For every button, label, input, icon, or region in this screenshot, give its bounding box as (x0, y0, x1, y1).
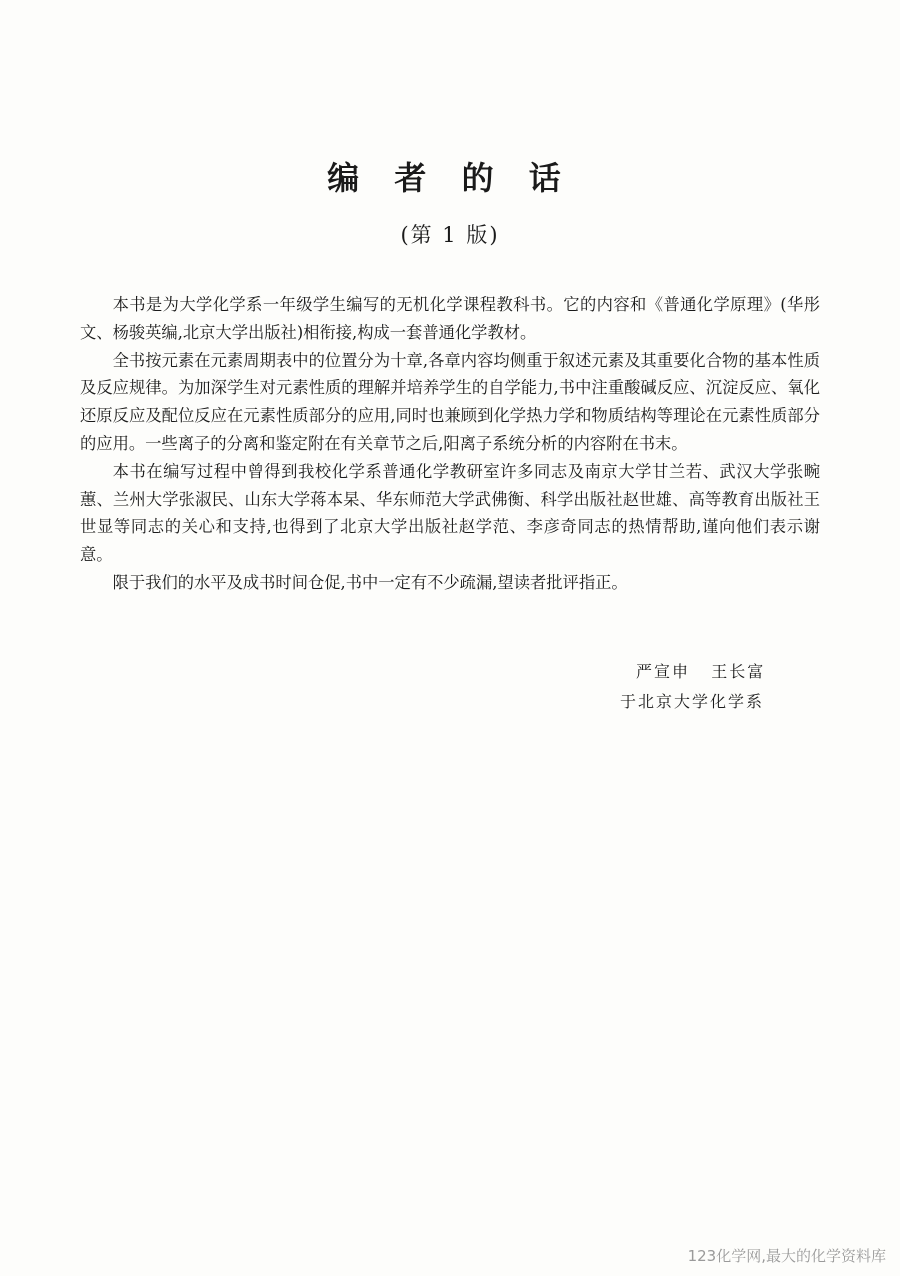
watermark-text: 123化学网,最大的化学资料库 (687, 1247, 886, 1265)
paragraph: 限于我们的水平及成书时间仓促,书中一定有不少疏漏,望读者批评指正。 (112, 572, 628, 592)
preface-body (80, 291, 820, 597)
signature-authors: 严宣申 王长富 (636, 662, 766, 681)
page-title: 编 者 的 话 (327, 159, 573, 197)
paragraph: 本书在编写过程中曾得到我校化学系普通化学教研室许多同志及南京大学甘兰若、武汉大学张畹蕙、兰州大学张淑民、山东大学蒋本杲、华东师范大学武佛衡、科学出版社赵世雄、高等教育出版社王世显等同志的关心和支持,也得到了北京大学出版社赵学范、李彦奇同志的热情帮助,谨向他们表示谢意。 (80, 461, 820, 565)
signature-affiliation: 于北京大学化学系 (620, 692, 765, 711)
paragraph: 全书按元素在元素周期表中的位置分为十章,各章内容均侧重于叙述元素及其重要化合物的基本性质及反应规律。为加深学生对元素性质的理解并培养学生的自学能力,书中注重酸碱反应、沉淀反应、氧化还原反应及配位反应在元素性质部分的应用,同时也兼顾到化学热力学和物质结构等理论在元素性质部分的应用。一些离子的分离和鉴定附在有关章节之后,阳离子系统分析的内容附在书末。 (80, 350, 820, 453)
edition-label: (第 1 版) (400, 223, 500, 247)
paragraph: 本书是为大学化学系一年级学生编写的无机化学课程教科书。它的内容和《普通化学原理》(华彤文、杨骏英编,北京大学出版社)相衔接,构成一套普通化学教材。 (80, 295, 820, 342)
